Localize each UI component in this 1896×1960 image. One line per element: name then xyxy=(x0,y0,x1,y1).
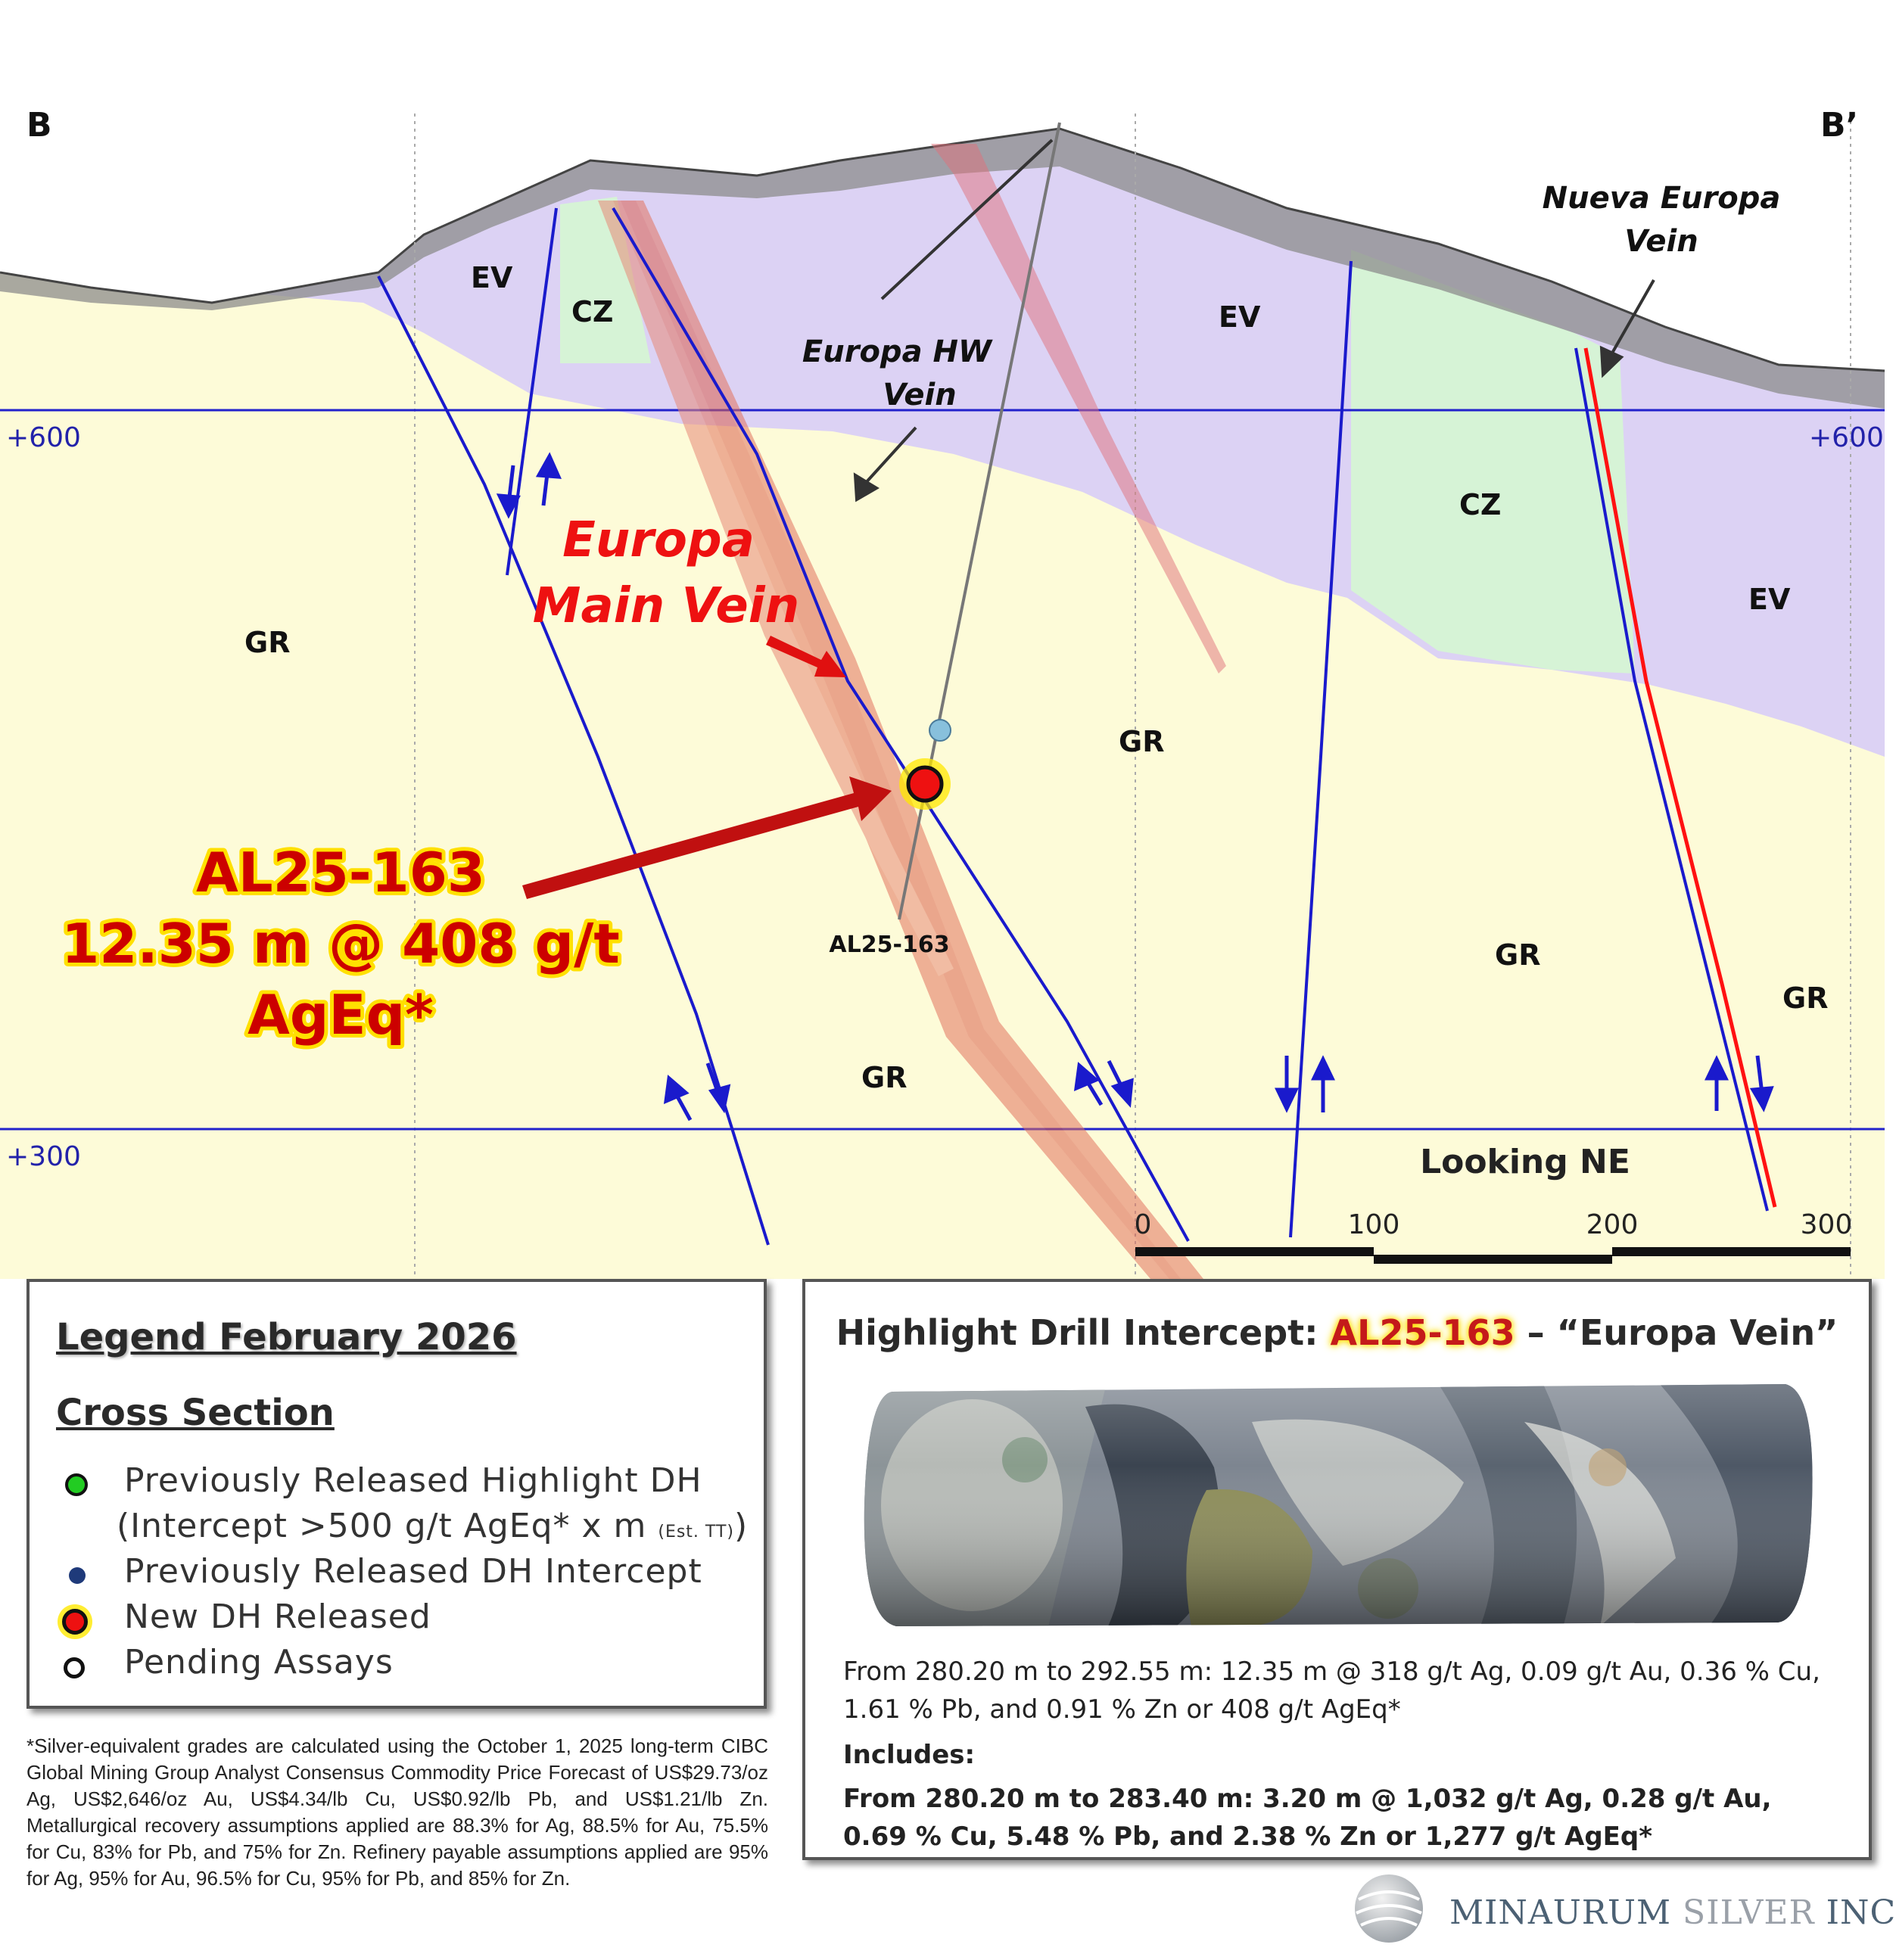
drill-hole-label: AL25-163 xyxy=(829,932,950,958)
callout-line: 12.35 m @ 408 g/t xyxy=(61,912,620,975)
legend-subtitle: Cross Section xyxy=(56,1392,335,1434)
elevation-label-600-left: +600 xyxy=(6,422,81,453)
intercept-title xyxy=(805,1312,1869,1353)
logo-globe-icon xyxy=(1347,1869,1431,1945)
unit-label-gr: GR xyxy=(1782,982,1829,1015)
legend-item-est: (Est. TT) xyxy=(658,1523,734,1542)
intercept-result: From 280.20 m to 292.55 m: 12.35 m @ 318 g/t Ag, 0.09 g/t Au, 0.36 % Cu, 1.61 % Pb, and 0.91 % Zn or 408 g/t AgEq* xyxy=(843,1657,1820,1725)
intercept-title-prefix: Highlight Drill Intercept: xyxy=(836,1312,1331,1353)
logo-text xyxy=(1449,1893,1896,1932)
navy-dot-icon xyxy=(69,1567,86,1584)
scale-label: 200 xyxy=(1586,1209,1639,1240)
elevation-label-600-right: +600 xyxy=(1809,422,1884,453)
drill-core-photo xyxy=(858,1377,1820,1630)
unit-label-cz: CZ xyxy=(1459,488,1502,521)
vein-label-europa-hw: Vein xyxy=(883,378,957,412)
legend-item: Pending Assays xyxy=(124,1643,394,1682)
open-circle-icon xyxy=(64,1657,85,1678)
footnote: *Silver-equivalent grades are calculated using the October 1, 2025 long-term CIBC Global Mining Group Analyst Consensus Commodity Price Forecast of US$29.73/oz Ag, US$2,646/oz Au, US$4.34/lb Cu, US$0.92/lb Pb, and US$1.21/lb Zn. Metallurgical recovery assumptions applied are 88.3% for Ag, 88.5% for Au, 75.5% for Cu, 83% for Pb, and 75% for Zn. Refinery payable assumptions applied are 95% for Ag, 95% for Au, 96.5% for Cu, 95% for Pb, and 85% for Zn. xyxy=(26,1734,768,1890)
legend-title: Legend February 2026 xyxy=(56,1316,517,1358)
intercept-includes: From 280.20 m to 283.40 m: 3.20 m @ 1,032 g/t Ag, 0.28 g/t Au, 0.69 % Cu, 5.48 % Pb, and 2.38 % Zn or 1,277 g/t AgEq* xyxy=(843,1784,1772,1852)
scale-label: 300 xyxy=(1800,1209,1853,1240)
unit-label-gr: GR xyxy=(861,1061,908,1094)
unit-label-gr: GR xyxy=(1119,725,1165,758)
section-endpoint-left: B xyxy=(26,106,52,145)
intercept-panel xyxy=(802,1279,1872,1860)
drill-intercept-blue xyxy=(929,720,951,741)
unit-label-gr: GR xyxy=(244,626,291,659)
legend-item-text: (Intercept >500 g/t AgEq* x m xyxy=(117,1507,658,1545)
red-dot-icon xyxy=(62,1609,88,1635)
unit-label-ev: EV xyxy=(1219,300,1261,334)
unit-label-gr: GR xyxy=(1495,938,1541,972)
scale-label: 0 xyxy=(1134,1209,1152,1240)
vein-label-europa-main: Main Vein xyxy=(532,578,800,634)
callout-line: AgEq* xyxy=(248,983,434,1047)
vein-label-europa-hw: Europa HW xyxy=(802,334,992,369)
logo-text-part: MINAURUM xyxy=(1449,1893,1683,1932)
intercept-title-suffix: – “Europa Vein” xyxy=(1515,1312,1838,1353)
legend-item: New DH Released xyxy=(124,1598,431,1636)
legend-item-note xyxy=(117,1507,748,1545)
legend-panel xyxy=(26,1279,767,1709)
unit-label-ev: EV xyxy=(471,261,513,294)
section-endpoint-right: B’ xyxy=(1820,106,1859,145)
legend-item: Previously Released DH Intercept xyxy=(124,1552,702,1591)
company-logo xyxy=(1347,1869,1896,1945)
elevation-label-300-left: +300 xyxy=(6,1141,81,1172)
vein-label-nueva-europa: Vein xyxy=(1624,224,1698,259)
logo-text-part: SILVER xyxy=(1683,1893,1815,1932)
unit-label-cz: CZ xyxy=(571,295,614,328)
vein-label-europa-main: Europa xyxy=(562,512,755,568)
view-direction: Looking NE xyxy=(1420,1143,1630,1181)
unit-label-ev: EV xyxy=(1748,583,1791,616)
legend-item-close: ) xyxy=(734,1507,749,1545)
green-dot-icon xyxy=(65,1473,88,1496)
callout-line: AL25-163 xyxy=(196,841,485,904)
intercept-title-hole: AL25-163 xyxy=(1330,1312,1515,1353)
vein-label-nueva-europa: Nueva Europa xyxy=(1542,181,1781,216)
legend-item: Previously Released Highlight DH xyxy=(124,1461,702,1500)
new-dh-intercept xyxy=(908,767,942,801)
intercept-includes-label: Includes: xyxy=(843,1740,976,1770)
logo-text-part: INC xyxy=(1814,1893,1896,1932)
scale-label: 100 xyxy=(1347,1209,1400,1240)
